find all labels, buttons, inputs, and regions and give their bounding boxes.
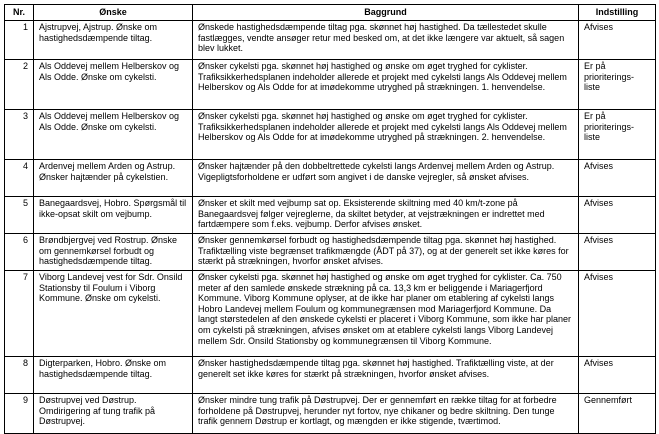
table-row (5, 394, 656, 434)
header-nr: Nr. (5, 5, 34, 21)
header-row (5, 5, 656, 21)
cell-baggrund: Ønsker cykelsti pga. skønnet høj hastighed og ønske om øget tryghed for cyklister. Trafiksikkerhedsplanen indeholder allerede et projekt med cykelsti langs Als Oddevej mellem Helberskov og Als Odde for at imødekomme utryghed på strækningen. 2. henvendelse. (193, 110, 579, 160)
cell-nr: 1 (5, 21, 34, 60)
cell-baggrund: Ønsker cykelsti pga. skønnet høj hastighed og ønske om øget tryghed for cyklister. Trafiksikkerhedsplanen indeholder allerede et projekt med cykelsti langs Als Oddevej mellem Helberskov og Als Odde for at imødekomme utryghed på strækningen. 1. henvendelse. (193, 60, 579, 110)
request-table (4, 4, 656, 434)
cell-onske: Døstrupvej ved Døstrup. Omdirigering af tung trafik på Døstrupvej. (34, 394, 193, 434)
header-indstilling: Indstilling (579, 5, 656, 21)
cell-baggrund: Ønsker hajtænder på den dobbeltrettede cykelsti langs Ardenvej mellem Arden og Astrup. Vigepligtsforholdene er udført som angivet i de danske vejregler, så ønsket afvises. (193, 160, 579, 197)
cell-indstilling: Afvises (579, 21, 656, 60)
cell-baggrund: Ønsker gennemkørsel forbudt og hastighedsdæmpende tiltag pga. skønnet høj hastighed. Trafiktælling viste begrænset trafikmængde (ÅDT på 37), og at der generelt set ikke køres for stærkt på strækningen, hvorfor ønsket afvises. (193, 234, 579, 271)
cell-indstilling: Afvises (579, 234, 656, 271)
table-row (5, 110, 656, 160)
cell-baggrund: Ønsker cykelsti pga. skønnet høj hastighed og ønske om øget tryghed for cyklister. Ca. 750 meter af den samlede ønskede strækning på ca. 13,3 km er beliggende i Mariagerfjord Kommune. Viborg Kommune oplyser, at de ikke har planer om etablering af cykelsti langs Hobro Landevej mellem Foulum og kommunegrænsen mod Mariagerfjord Kommune. Da langt størstedelen af den ønskede cykelsti er placeret i Viborg Kommune, som ikke har planer om cykelsti på strækningen, afvises ønsket om at etablere cykelsti langs Viborg Landevej mellem Sdr. Onsild Stationsby og kommunegrænsen til Viborg Kommune. (193, 271, 579, 357)
table-row (5, 60, 656, 110)
cell-onske: Als Oddevej mellem Helberskov og Als Odde. Ønske om cykelsti. (34, 110, 193, 160)
cell-nr: 8 (5, 357, 34, 394)
table-row (5, 197, 656, 234)
cell-baggrund: Ønsker et skilt med vejbump sat op. Eksisterende skiltning med 40 km/t-zone på Banegaardsvej følger vejreglerne, da skiltet betyder, at vejstrækningen er indrettet med fartdæmpere som f.eks. vejbump. Derfor afvises ønsket. (193, 197, 579, 234)
cell-onske: Als Oddevej mellem Helberskov og Als Odde. Ønske om cykelsti. (34, 60, 193, 110)
cell-nr: 5 (5, 197, 34, 234)
cell-indstilling: Gennemført (579, 394, 656, 434)
table-row (5, 357, 656, 394)
table-row (5, 234, 656, 271)
cell-indstilling: Er på prioriterings-liste (579, 60, 656, 110)
cell-indstilling: Afvises (579, 271, 656, 357)
cell-onske: Ajstrupvej, Ajstrup. Ønske om hastighedsdæmpende tiltag. (34, 21, 193, 60)
header-onske: Ønske (34, 5, 193, 21)
cell-onske: Brøndbjergvej ved Rostrup. Ønske om gennemkørsel forbudt og hastighedsdæmpende tiltag. (34, 234, 193, 271)
cell-indstilling: Er på prioriterings-liste (579, 110, 656, 160)
cell-nr: 7 (5, 271, 34, 357)
cell-onske: Digterparken, Hobro. Ønske om hastighedsdæmpende tiltag. (34, 357, 193, 394)
cell-onske: Ardenvej mellem Arden og Astrup. Ønsker hajtænder på cykelstien. (34, 160, 193, 197)
table-row (5, 21, 656, 60)
cell-indstilling: Afvises (579, 160, 656, 197)
cell-baggrund: Ønskede hastighedsdæmpende tiltag pga. skønnet høj hastighed. Da tællestedet skulle fastlægges, vendte ansøger retur med besked om, at det ikke længere var aktuelt, så sagen blev lukket. (193, 21, 579, 60)
cell-nr: 4 (5, 160, 34, 197)
cell-onske: Viborg Landevej vest for Sdr. Onsild Stationsby til Foulum i Viborg Kommune. Ønske om cykelsti. (34, 271, 193, 357)
cell-nr: 9 (5, 394, 34, 434)
cell-nr: 3 (5, 110, 34, 160)
cell-baggrund: Ønsker hastighedsdæmpende tiltag pga. skønnet høj hastighed. Trafiktælling viste, at der generelt set ikke køres for stærkt på strækningen, hvorfor ønsket afvises. (193, 357, 579, 394)
cell-onske: Banegaardsvej, Hobro. Spørgsmål til ikke-opsat skilt om vejbump. (34, 197, 193, 234)
cell-indstilling: Afvises (579, 357, 656, 394)
table-row (5, 271, 656, 357)
cell-baggrund: Ønsker mindre tung trafik på Døstrupvej. Der er gennemført en række tiltag for at forbedre forholdene på Døstrupvej, herunder nyt fortov, nye chikaner og bedre skiltning. Den tunge trafik gennem Døstrup er kortlagt, og mængden er ikke stigende, tværtimod. (193, 394, 579, 434)
cell-nr: 6 (5, 234, 34, 271)
cell-indstilling: Afvises (579, 197, 656, 234)
header-baggrund: Baggrund (193, 5, 579, 21)
cell-nr: 2 (5, 60, 34, 110)
table-row (5, 160, 656, 197)
